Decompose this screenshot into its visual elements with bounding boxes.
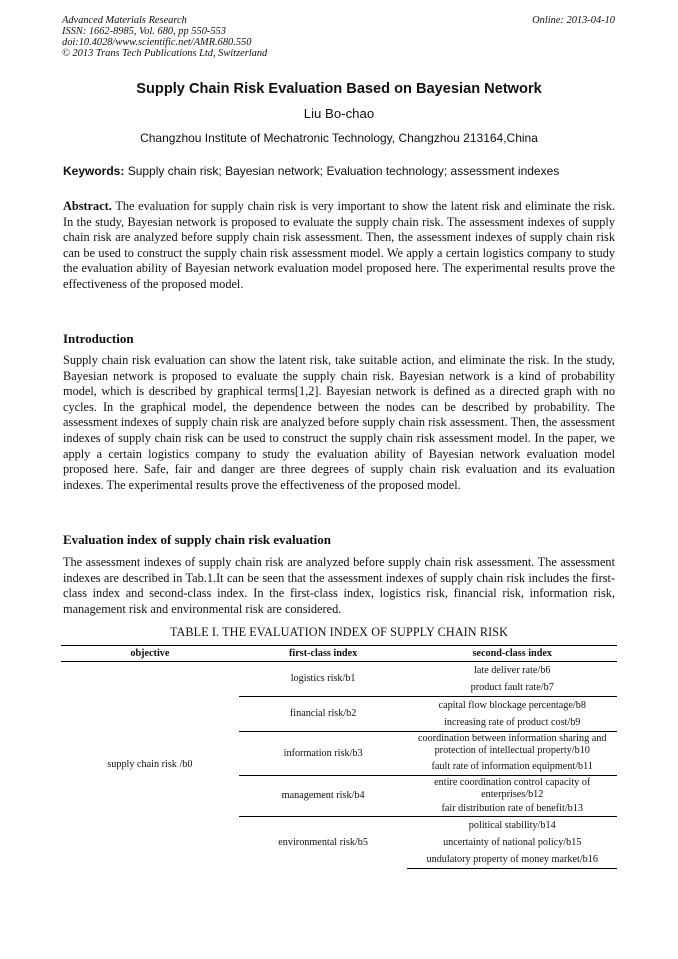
journal-header bbox=[62, 15, 267, 59]
paper-title: Supply Chain Risk Evaluation Based on Bayesian Network bbox=[136, 81, 542, 97]
keywords-label: Keywords: bbox=[63, 164, 125, 178]
abstract-text: The evaluation for supply chain risk is very important to show the latent risk and eliminate the risk. In the study, Bayesian network is proposed to evaluate the supply chain risk. The assessment indexes of supply chain risk are analyzed before supply chain risk assessment. Then, the assessment indexes of supply chain risk can be used to construct the supply chain risk assessment model. We apply a certain logistics company to study the evaluation ability of Bayesian network evaluation model proposed here. The experimental results prove the effectiveness of the proposed model. bbox=[63, 199, 615, 291]
first-class-cell: environmental risk/b5 bbox=[239, 817, 408, 869]
header-objective: objective bbox=[61, 646, 239, 662]
keywords-line bbox=[63, 164, 559, 178]
evaluation-index-paragraph: The assessment indexes of supply chain risk are analyzed before supply chain risk assessment. The assessment indexes are described in Tab.1.It can be seen that the assessment indexes of supply chain risk includes the first-class index and second-class index. In the first-class index, logistics risk, financial risk, information risk, management risk and environmental risk are considered. bbox=[63, 555, 615, 616]
second-class-cell: product fault rate/b7 bbox=[470, 681, 554, 693]
table-caption: TABLE I. THE EVALUATION INDEX OF SUPPLY CHAIN RISK bbox=[169, 625, 509, 639]
journal-name: Advanced Materials Research bbox=[62, 15, 187, 26]
issn-line: ISSN: 1662-8985, Vol. 680, pp 550-553 bbox=[62, 26, 226, 37]
objective-cell: supply chain risk /b0 bbox=[107, 759, 193, 771]
abstract-label: Abstract. bbox=[63, 199, 112, 213]
second-class-cell: undulatory property of money market/b16 bbox=[407, 851, 617, 869]
introduction-heading: Introduction bbox=[63, 331, 134, 346]
introduction-paragraph: Supply chain risk evaluation can show the latent risk, take suitable action, and eliminate the risk. In the study, Bayesian network is proposed to evaluate the supply chain risk. Bayesian network is a kind of probability model, which is described by graphical terms[1,2]. Bayesian network is defined as a directed graph with no cycles. In the graphical model, the dependence between the nodes can be described by probability. The assessment indexes of supply chain risk are analyzed before supply chain risk assessment. Then, the assessment indexes of supply chain risk can be used to construct the supply chain risk assessment model. In the paper, we apply a certain logistics company to study the evaluation ability of Bayesian network evaluation model proposed here. Safe, fair and danger are three degrees of supply chain risk evaluation and its evaluation indexes. The experimental results prove the effectiveness of the proposed model. bbox=[63, 353, 615, 492]
second-class-cell: coordination between information sharing and protection of intellectual property/b10 bbox=[407, 732, 617, 759]
second-class-cell: political stability/b14 bbox=[407, 817, 617, 835]
copyright-line: © 2013 Trans Tech Publications Ltd, Switzerland bbox=[62, 48, 268, 59]
header-second-class: second-class index bbox=[407, 646, 617, 662]
doi-line: doi:10.4028/www.scientific.net/AMR.680.550 bbox=[62, 37, 252, 48]
second-class-cell: fault rate of information equipment/b11 bbox=[431, 760, 593, 772]
author-name: Liu Bo-chao bbox=[303, 106, 375, 121]
table-row bbox=[61, 662, 617, 680]
second-class-cell: late deliver rate/b6 bbox=[474, 664, 551, 676]
second-class-cell: fair distribution rate of benefit/b13 bbox=[441, 803, 583, 814]
second-class-cell: increasing rate of product cost/b9 bbox=[444, 716, 581, 728]
second-class-cell: entire coordination control capacity of enterprises/b12 bbox=[407, 776, 617, 803]
affiliation: Changzhou Institute of Mechatronic Technology, Changzhou 213164,China bbox=[140, 131, 538, 145]
evaluation-index-heading: Evaluation index of supply chain risk evaluation bbox=[63, 532, 332, 547]
first-class-cell: management risk/b4 bbox=[239, 776, 408, 817]
second-class-cell: uncertainty of national policy/b15 bbox=[443, 836, 582, 848]
first-class-cell: financial risk/b2 bbox=[239, 697, 408, 732]
keywords-text: Supply chain risk; Bayesian network; Evaluation technology; assessment indexes bbox=[127, 164, 560, 178]
first-class-cell: logistics risk/b1 bbox=[290, 673, 356, 684]
online-date: Online: 2013-04-10 bbox=[532, 15, 615, 26]
abstract-paragraph bbox=[63, 199, 615, 293]
header-first-class: first-class index bbox=[239, 646, 408, 662]
evaluation-index-table bbox=[61, 645, 617, 869]
table-header-row bbox=[61, 646, 617, 662]
second-class-cell: capital flow blockage percentage/b8 bbox=[407, 697, 617, 715]
first-class-cell: information risk/b3 bbox=[239, 732, 408, 776]
